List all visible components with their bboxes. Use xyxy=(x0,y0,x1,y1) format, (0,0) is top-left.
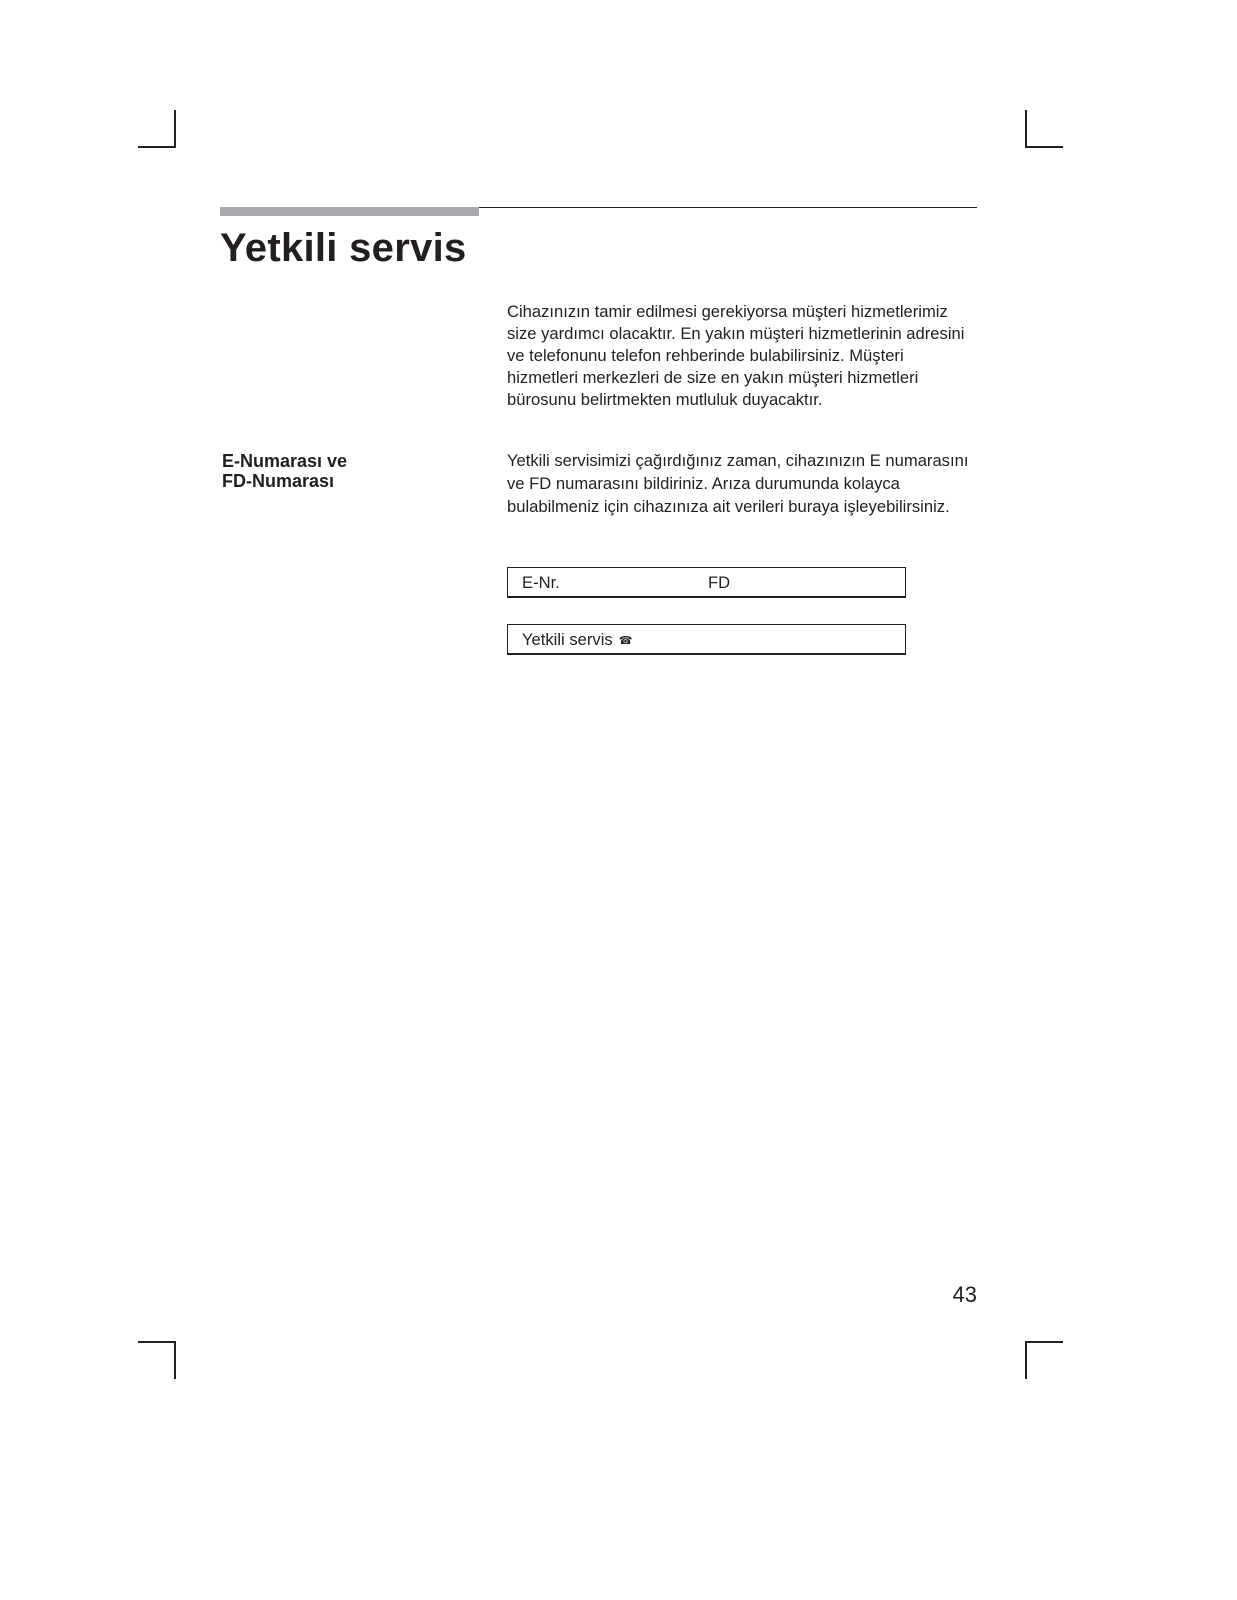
crop-mark-top-right-v xyxy=(1025,110,1027,148)
page-title: Yetkili servis xyxy=(220,226,467,270)
service-phone-field[interactable] xyxy=(507,624,906,655)
crop-mark-bottom-left-h xyxy=(138,1341,176,1343)
section-heading-line2: FD-Numarası xyxy=(222,471,335,491)
crop-mark-top-right-h xyxy=(1025,146,1063,148)
crop-mark-bottom-right-h xyxy=(1025,1341,1063,1343)
crop-mark-top-left-v xyxy=(174,110,176,148)
section-heading-line1: E-Numarası ve xyxy=(222,451,348,471)
section-heading xyxy=(222,451,347,491)
intro-paragraph: Cihazınızın tamir edilmesi gerekiyorsa müşteri hizmetlerimiz size yardımcı olacaktır. En yakın müşteri hizmetlerinin adresini ve telefonunu telefon rehberinde bulabilirsiniz. Müşteri hizmetleri merkezleri de size en yakın müşteri hizmetleri bürosunu belirtmekten mutluluk duyacaktır. xyxy=(507,302,965,409)
page-number: 43 xyxy=(952,1282,977,1307)
service-label-wrap xyxy=(522,631,632,650)
phone-icon: ☎ xyxy=(618,635,633,647)
service-label: Yetkili servis xyxy=(522,630,613,649)
crop-mark-top-left-h xyxy=(138,146,176,148)
e-nr-label: E-Nr. xyxy=(522,573,560,592)
e-nr-fd-field[interactable] xyxy=(507,567,906,598)
header-accent-bar xyxy=(220,207,479,216)
crop-mark-bottom-left-v xyxy=(174,1341,176,1379)
crop-mark-bottom-right-v xyxy=(1025,1341,1027,1379)
section-paragraph: Yetkili servisimizi çağırdığınız zaman, cihazınızın E numarasını ve FD numarasını bildiriniz. Arıza durumunda kolayca bulabilmeniz için cihazınıza ait verileri buraya işleyebilirsiniz. xyxy=(507,451,969,516)
fd-label: FD xyxy=(708,573,731,592)
